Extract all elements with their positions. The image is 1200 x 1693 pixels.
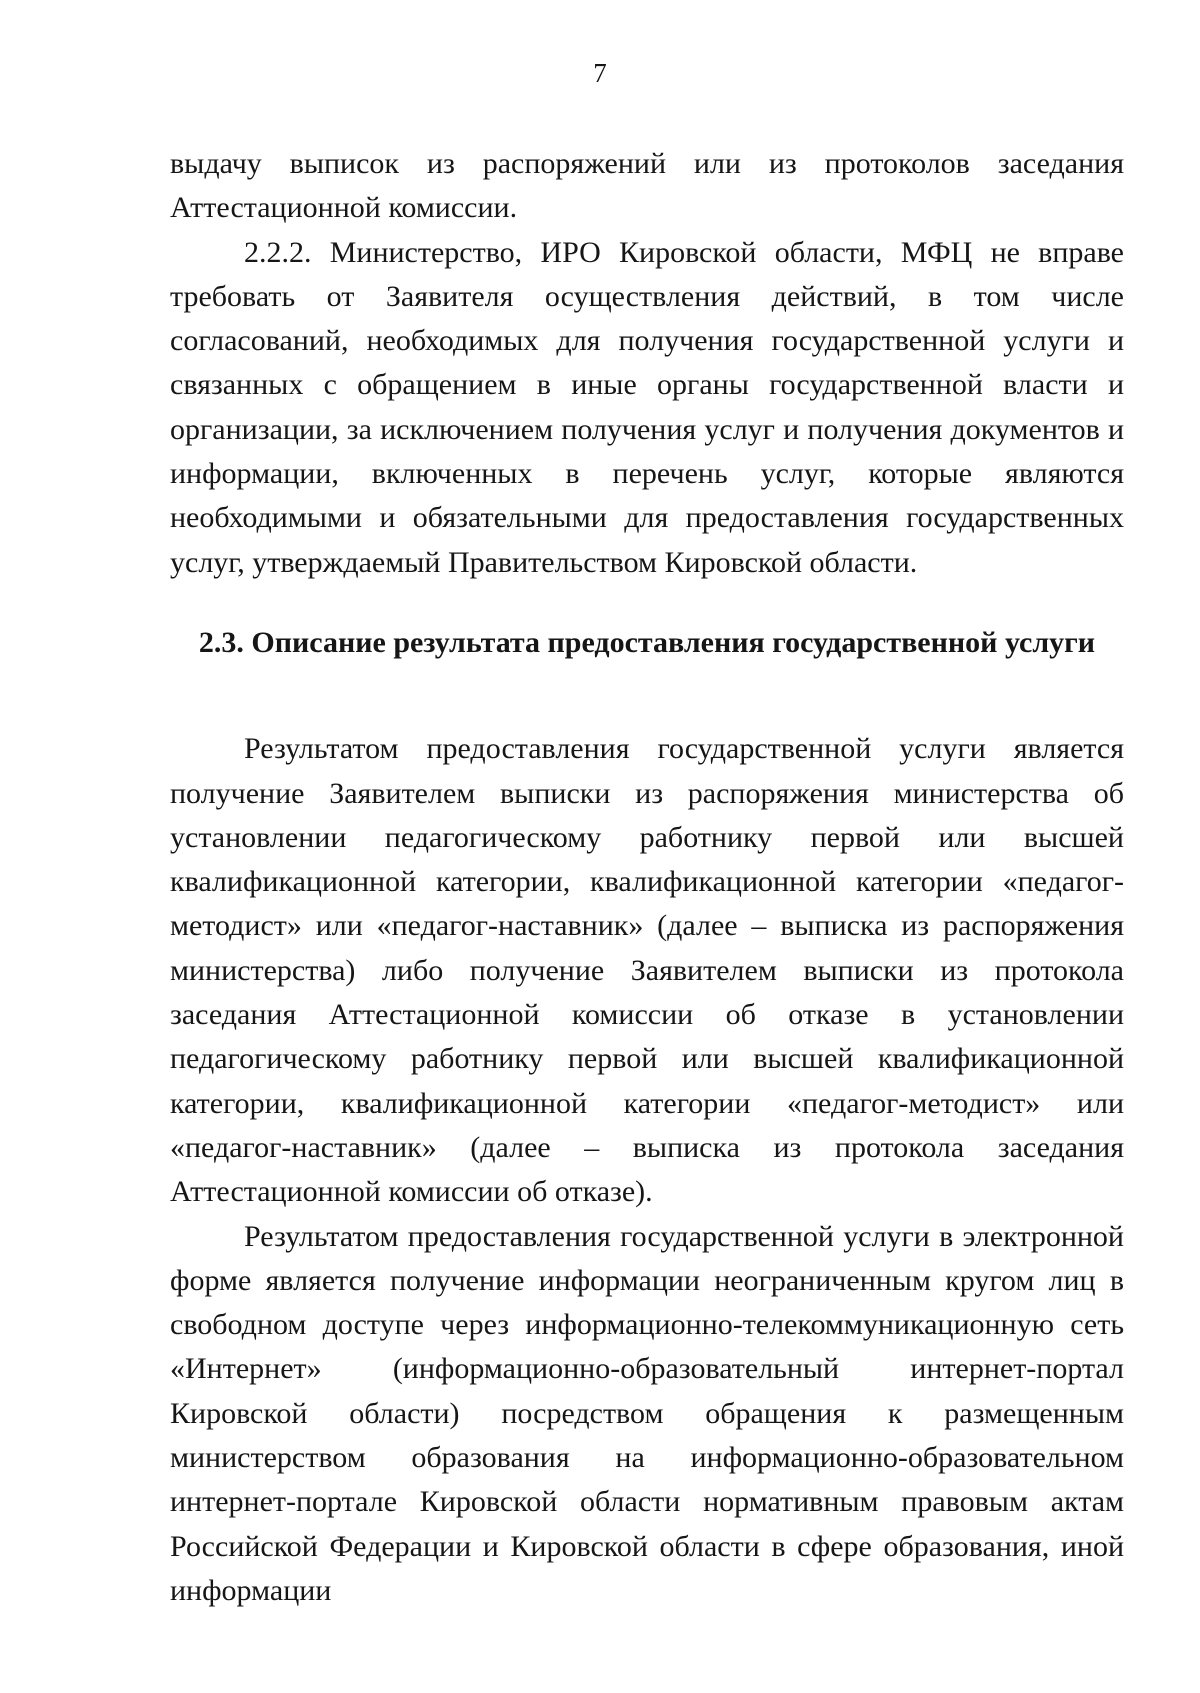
paragraph-electronic-result: Результатом предоставления государственной услуги в электронной форме является получение информации неограниченным кругом лиц в свободном доступе через информационно-телекоммуникационную сеть «Интернет» (информационно-образовательный интернет-портал Кировской области) посредством обращения к размещенным министерством образования на информационно-образовательном интернет-портале Кировской области нормативным правовым актам Российской Федерации и Кировской области в сфере образования, иной информации [170,1219,1124,1607]
paragraph-result: Результатом предоставления государственной услуги является получение Заявителем выписки из распоряжения министерства об установлении педагогическому работнику первой или высшей квалификационной категории, квалификационной категории «педагог-методист» или «педагог-наставник» (далее – выписка из распоряжения министерства) либо получение Заявителем выписки из протокола заседания Аттестационной комиссии об отказе в установлении педагогическому работнику первой или высшей квалификационной категории, квалификационной категории «педагог-методист» или «педагог-наставник» (далее – выписка из протокола заседания Аттестационной комиссии об отказе). [170,732,1124,1209]
paragraph-2-2-2: 2.2.2. Министерство, ИРО Кировской области, МФЦ не вправе требовать от Заявителя осуществления действий, в том числе согласований, необходимых для получения государственной услуги и связанных с обращением в иные органы государственной власти и организации, за исключением получения услуг и получения документов и информации, включенных в перечень услуг, которые являются необходимыми и обязательными для предоставления государственных услуг, утверждаемый Правительством Кировской области. [170,235,1124,579]
document-body [170,142,1124,1613]
section-heading-2-3: 2.3. Описание результата предоставления государственной услуги [198,625,1096,659]
page-number: 7 [593,58,607,88]
paragraph-continuation: выдачу выписок из распоряжений или из протоколов заседания Аттестационной комиссии. [170,147,1124,225]
